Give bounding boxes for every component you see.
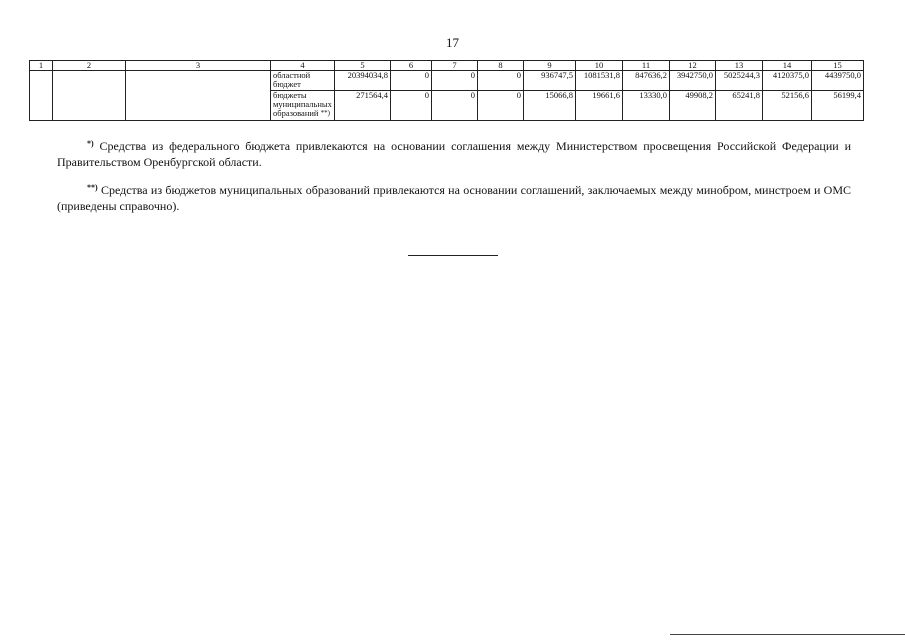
column-header: 1	[30, 61, 53, 71]
table-cell: 0	[478, 71, 524, 91]
column-header: 8	[478, 61, 524, 71]
page-number: 17	[446, 35, 459, 50]
bottom-edge-line	[670, 634, 905, 635]
column-header: 14	[763, 61, 812, 71]
table-cell: 0	[391, 71, 432, 91]
footnote-text: Средства из бюджетов муниципальных образований привлекаются на основании соглашений, заключаемых между минобром, минстроем и ОМС (приведены справочно).	[57, 183, 851, 213]
table-cell: 3942750,0	[670, 71, 716, 91]
column-header: 7	[432, 61, 478, 71]
column-header: 2	[53, 61, 126, 71]
column-header: 10	[576, 61, 623, 71]
table-cell: 1081531,8	[576, 71, 623, 91]
footnote-marker: *)	[87, 139, 94, 148]
table-cell: 52156,6	[763, 91, 812, 121]
footnote-federal	[57, 136, 851, 170]
footnote-text: Средства из федерального бюджета привлекаются на основании соглашения между Министерством просвещения Российской Федерации и Правительством Оренбургской области.	[57, 139, 851, 169]
table-cell	[30, 71, 53, 121]
divider-line	[408, 255, 498, 256]
table-cell: 271564,4	[335, 91, 391, 121]
table-cell: 0	[478, 91, 524, 121]
table-cell: 847636,2	[623, 71, 670, 91]
table-cell: 4120375,0	[763, 71, 812, 91]
column-header: 11	[623, 61, 670, 71]
table-cell: 0	[432, 71, 478, 91]
table-cell: 20394034,8	[335, 71, 391, 91]
row-label: бюджеты муниципальных образований **)	[271, 91, 335, 121]
column-header: 15	[812, 61, 864, 71]
column-header: 4	[271, 61, 335, 71]
table-cell: 4439750,0	[812, 71, 864, 91]
budget-table	[29, 60, 864, 121]
column-header: 5	[335, 61, 391, 71]
table-cell	[126, 71, 271, 121]
table-cell: 19661,6	[576, 91, 623, 121]
footnote-municipal	[57, 180, 851, 214]
table-cell	[53, 71, 126, 121]
table-cell: 15066,8	[524, 91, 576, 121]
column-header: 3	[126, 61, 271, 71]
table-cell: 0	[391, 91, 432, 121]
table-cell: 5025244,3	[716, 71, 763, 91]
table-cell: 49908,2	[670, 91, 716, 121]
table-cell: 65241,8	[716, 91, 763, 121]
column-header: 6	[391, 61, 432, 71]
column-header: 9	[524, 61, 576, 71]
table-row	[30, 71, 864, 91]
table-cell: 13330,0	[623, 91, 670, 121]
footnote-marker: **)	[87, 183, 98, 192]
row-label: областной бюджет	[271, 71, 335, 91]
column-header: 12	[670, 61, 716, 71]
footnote-marker: **)	[320, 109, 330, 117]
table-header-row	[30, 61, 864, 71]
table-cell: 936747,5	[524, 71, 576, 91]
table-cell: 0	[432, 91, 478, 121]
column-header: 13	[716, 61, 763, 71]
table-cell: 56199,4	[812, 91, 864, 121]
